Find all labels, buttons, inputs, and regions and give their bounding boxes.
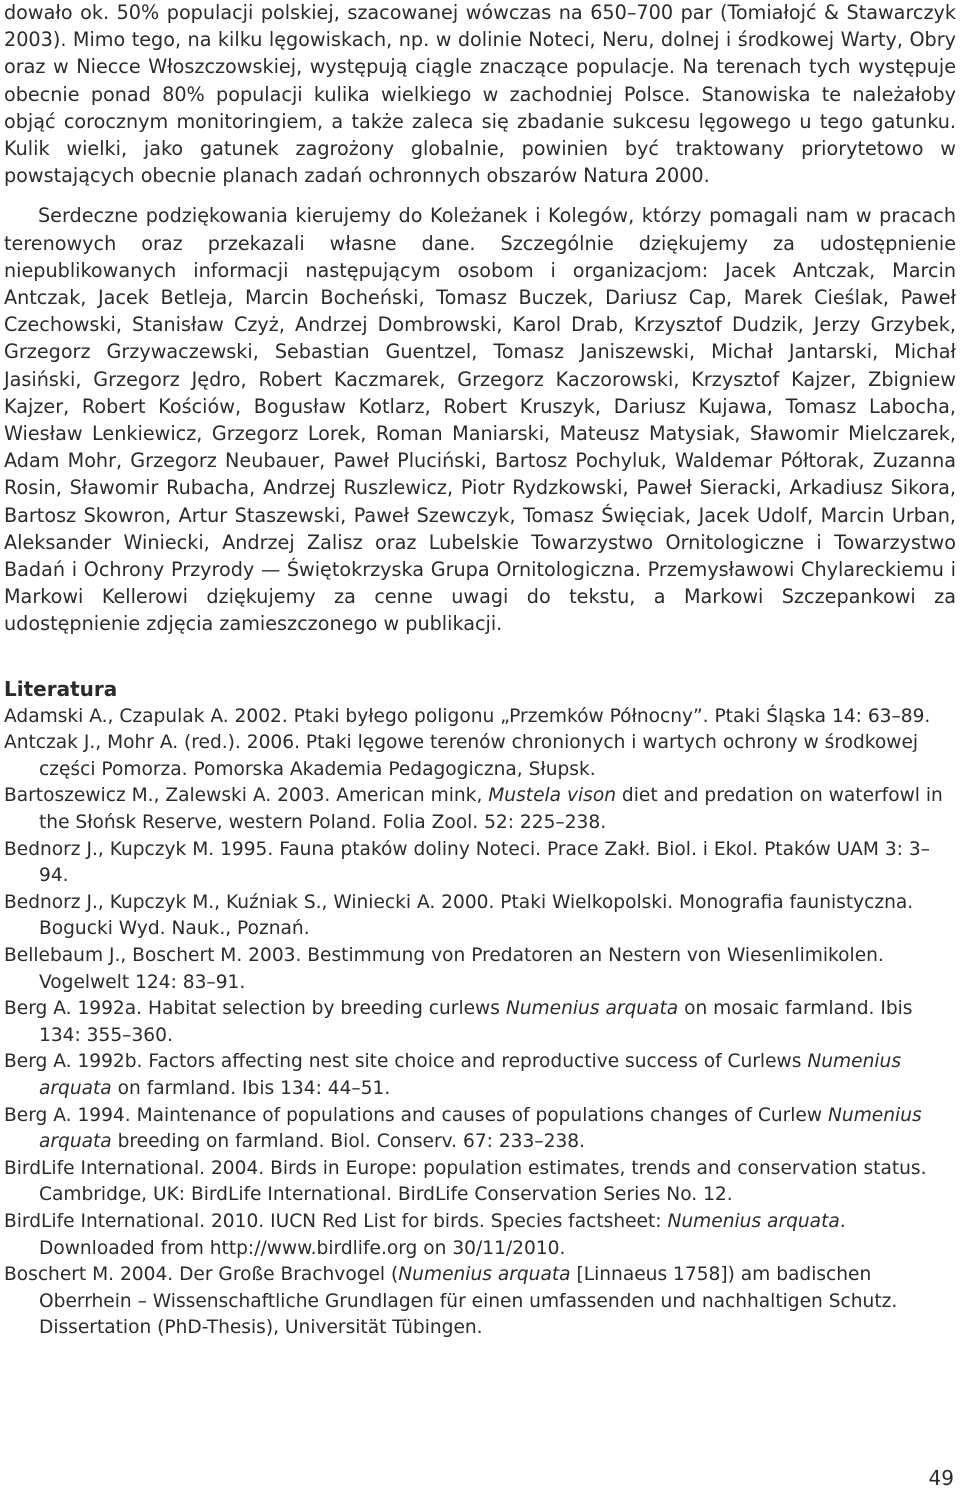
reference-item: Bednorz J., Kupczyk M. 1995. Fauna ptaków doliny Noteci. Prace Zakł. Biol. i Ekol. Ptaków UAM 3: 3–94. bbox=[4, 838, 930, 887]
reference-item: BirdLife International. 2010. IUCN Red List for birds. Species factsheet: Numenius arquata. Downloaded from http://www.birdlife.org on 30/11/2010. bbox=[4, 1210, 846, 1259]
page-number: 49 bbox=[928, 1466, 954, 1490]
acknowledgements-paragraph: Serdeczne podziękowania kierujemy do Koleżanek i Kolegów, którzy pomagali nam w pracach terenowych oraz przekazali własne dane. Szczególnie dziękujemy za udostępnienie niepublikowanych informacji następującym osobom i organizacjom: Jacek Antczak, Marcin Antczak, Jacek Betleja, Marcin Bocheński, Tomasz Buczek, Dariusz Cap, Marek Cieślak, Paweł Czechowski, Stanisław Czyż, Andrzej Dombrowski, Karol Drab, Krzysztof Dudzik, Jerzy Grzybek, Grzegorz Grzywaczewski, Sebastian Guentzel, Tomasz Janiszewski, Michał Jantarski, Michał Jasiński, Grzegorz Jędro, Robert Kaczmarek, Grzegorz Kaczorowski, Krzysztof Kajzer, Zbigniew Kajzer, Robert Kościów, Bogusław Kotlarz, Robert Kruszyk, Dariusz Kujawa, Tomasz Labocha, Wiesław Lenkiewicz, Grzegorz Lorek, Roman Maniarski, Mateusz Matysiak, Sławomir Mielczarek, Adam Mohr, Grzegorz Neubauer, Paweł Pluciński, Bartosz Pochyluk, Waldemar Półtorak, Zuzanna Rosin, Sławomir Rubacha, Andrzej Ruszlewicz, Piotr Rydzkowski, Paweł Sieracki, Arkadiusz Sikora, Bartosz Skowron, Artur Staszewski, Paweł Szewczyk, Tomasz Święciak, Jacek Udolf, Marcin Urban, Aleksander Winiecki, Andrzej Zalisz oraz Lubelskie Towarzystwo Ornitologiczne i Towarzystwo Badań i Ochrony Przyrody — Świętokrzyska Grupa Ornitologiczna. Przemysławowi Chylareckiemu i Markowi Kellerowi dziękujemy za cenne uwagi do tekstu, a Markowi Szczepankowi za udostępnienie zdjęcia zamieszczonego w publikacji. bbox=[4, 204, 956, 636]
body-paragraph-1: dowało ok. 50% populacji polskiej, szacowanej wówczas na 650–700 par (Tomiałojć & Stawarczyk 2003). Mimo tego, na kilku lęgowiskach, np. w dolinie Noteci, Neru, dolnej i środkowej Warty, Obry oraz w Niecce Włoszczowskiej, występują ciągle znaczące populacje. Na terenach tych występuje obecnie ponad 80% populacji kulika wielkiego w zachodniej Polsce. Stanowiska te należałoby objąć corocznym monitoringiem, a także zaleca się zbadanie sukcesu lęgowego u tego gatunku. Kulik wielki, jako gatunek zagrożony globalnie, powinien być traktowany priorytetowo w powstających obecnie planach zadań ochronnych obszarów Natura 2000. bbox=[4, 1, 956, 188]
article-page bbox=[4, 0, 956, 1342]
reference-list bbox=[4, 704, 956, 1342]
reference-item: Bartoszewicz M., Zalewski A. 2003. American mink, Mustela vison diet and predation on waterfowl in the Słońsk Reserve, western Poland. Folia Zool. 52: 225–238. bbox=[4, 785, 943, 834]
reference-item: Bellebaum J., Boschert M. 2003. Bestimmung von Predatoren an Nestern von Wiesenlimikolen. Vogelwelt 124: 83–91. bbox=[4, 945, 884, 993]
reference-item: Adamski A., Czapulak A. 2002. Ptaki byłego poligonu „Przemków Północny”. Ptaki Śląska 14: 63–89. bbox=[4, 705, 931, 727]
reference-item: Berg A. 1994. Maintenance of populations and causes of populations changes of Curlew Numenius arquata breeding on farmland. Biol. Conserv. 67: 233–238. bbox=[4, 1104, 922, 1153]
reference-item: Berg A. 1992b. Factors affecting nest site choice and reproductive success of Curlews Numenius arquata on farmland. Ibis 134: 44–51. bbox=[4, 1051, 902, 1099]
reference-item: Bednorz J., Kupczyk M., Kuźniak S., Winiecki A. 2000. Ptaki Wielkopolski. Monografia faunistyczna. Bogucki Wyd. Nauk., Poznań. bbox=[4, 891, 914, 940]
reference-item: BirdLife International. 2004. Birds in Europe: population estimates, trends and conservation status. Cambridge, UK: BirdLife International. BirdLife Conservation Series No. 12. bbox=[4, 1157, 927, 1206]
reference-item: Berg A. 1992a. Habitat selection by breeding curlews Numenius arquata on mosaic farmland. Ibis 134: 355–360. bbox=[4, 998, 913, 1046]
references-heading: Literatura bbox=[4, 676, 118, 701]
reference-item: Boschert M. 2004. Der Große Brachvogel (Numenius arquata [Linnaeus 1758]) am badischen Oberrhein – Wissenschaftliche Grundlagen für einen umfassenden und nachhaltigen Schutz. Dissertation (PhD-Thesis), Universität Tübingen. bbox=[4, 1264, 898, 1339]
reference-item: Antczak J., Mohr A. (red.). 2006. Ptaki lęgowe terenów chronionych i wartych ochrony w środkowej części Pomorza. Pomorska Akademia Pedagogiczna, Słupsk. bbox=[4, 732, 919, 780]
